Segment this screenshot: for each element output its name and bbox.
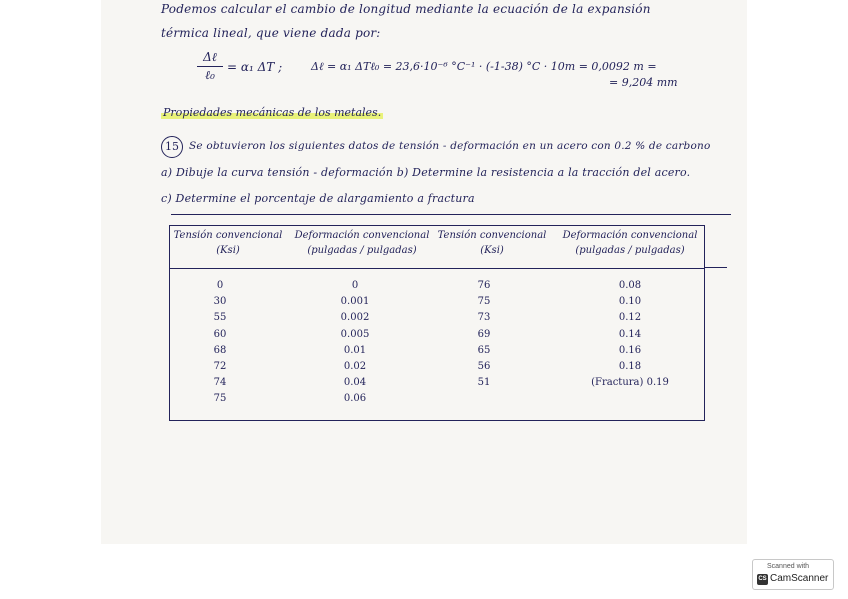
table-cell: 72 [213,360,227,372]
header-col4 [560,230,700,256]
col3-values [464,278,504,391]
camscanner-logo-icon: CS [757,574,768,585]
table-cell: 0.12 [618,312,642,324]
table-cell: 0.10 [618,296,642,308]
problem-line-1: Se obtuvieron los siguientes datos de tensión - deformación en un acero con 0.2 % de carbono [189,140,711,152]
problem-line-3: c) Determine el porcentaje de alargamiento a fractura [161,192,475,205]
table-cell: 65 [477,344,491,356]
fraction-numerator: Δℓ [203,50,217,64]
header-col3-line2: (Ksi) [480,245,504,256]
table-cell: 30 [213,296,227,308]
header-rule [170,268,704,269]
table-cell: 0.001 [340,296,370,308]
section-heading: Propiedades mecánicas de los metales. [163,106,382,119]
table-cell: 0 [351,280,359,291]
scanned-with-text: Scanned with [767,563,810,570]
table-cell: 0.14 [618,328,642,340]
table-cell: 68 [213,344,227,356]
table-cell: 0.06 [343,393,367,405]
table-cell: 75 [477,296,491,308]
header-col1-line2: (Ksi) [216,245,240,256]
table-cell: 51 [477,377,491,389]
fraction-denominator: ℓ₀ [205,68,215,82]
intro-line-2: térmica lineal, que viene dada por: [161,26,381,40]
camscanner-badge [752,559,834,590]
fraction-bar [197,66,223,67]
table-cell: 73 [477,312,491,324]
table-cell: 0 [216,280,224,291]
col2-values [330,278,380,408]
table-cell: 74 [213,377,227,389]
table-cell: 69 [477,328,491,340]
col4-values [580,278,680,391]
formula-rhs: = α₁ ΔT ; [227,60,283,74]
table-cell: 0.01 [343,344,367,356]
header-col3 [436,230,548,256]
table-cell: 56 [477,360,491,372]
table-cell: 0.04 [343,377,367,389]
problem-number: 15 [161,136,183,158]
col1-values [200,278,240,408]
top-rule [171,214,731,215]
camscanner-brand: CamScanner [770,573,829,584]
header-col1 [172,230,284,256]
formula-fraction [197,50,223,83]
header-col2-line1: Deformación convencional [294,230,430,241]
table-cell: 75 [213,393,227,405]
problem-line-2: a) Dibuje la curva tensión - deformación b) Determine la resistencia a la tracción del acero. [161,166,691,179]
table-cell: 0.16 [618,344,642,356]
table-cell: 0.005 [340,328,370,340]
table-cell: 0.02 [343,360,367,372]
table-cell: 55 [213,312,227,324]
header-col4-line2: (pulgadas / pulgadas) [575,245,685,256]
table-cell: 0.18 [618,360,642,372]
data-table [169,225,705,421]
header-col2 [292,230,432,256]
table-cell: 60 [213,328,227,340]
table-cell: (Fractura) 0.19 [591,377,669,389]
intro-line-1: Podemos calcular el cambio de longitud mediante la ecuación de la expansión [161,2,651,16]
header-col1-line1: Tensión convencional [173,230,283,241]
table-cell: 0.002 [340,312,370,324]
scanned-page [101,0,747,544]
header-col2-line2: (pulgadas / pulgadas) [307,245,417,256]
formula-result: = 9,204 mm [609,76,678,89]
table-cell: 0.08 [618,280,642,291]
header-col3-line1: Tensión convencional [437,230,547,241]
header-col4-line1: Deformación convencional [562,230,698,241]
formula-equation: Δℓ = α₁ ΔTℓ₀ = 23,6·10⁻⁶ °C⁻¹ · (-1-38) °C · 10m = 0,0092 m = [311,60,657,73]
header-rule-extension [705,267,727,268]
table-cell: 76 [477,280,491,291]
